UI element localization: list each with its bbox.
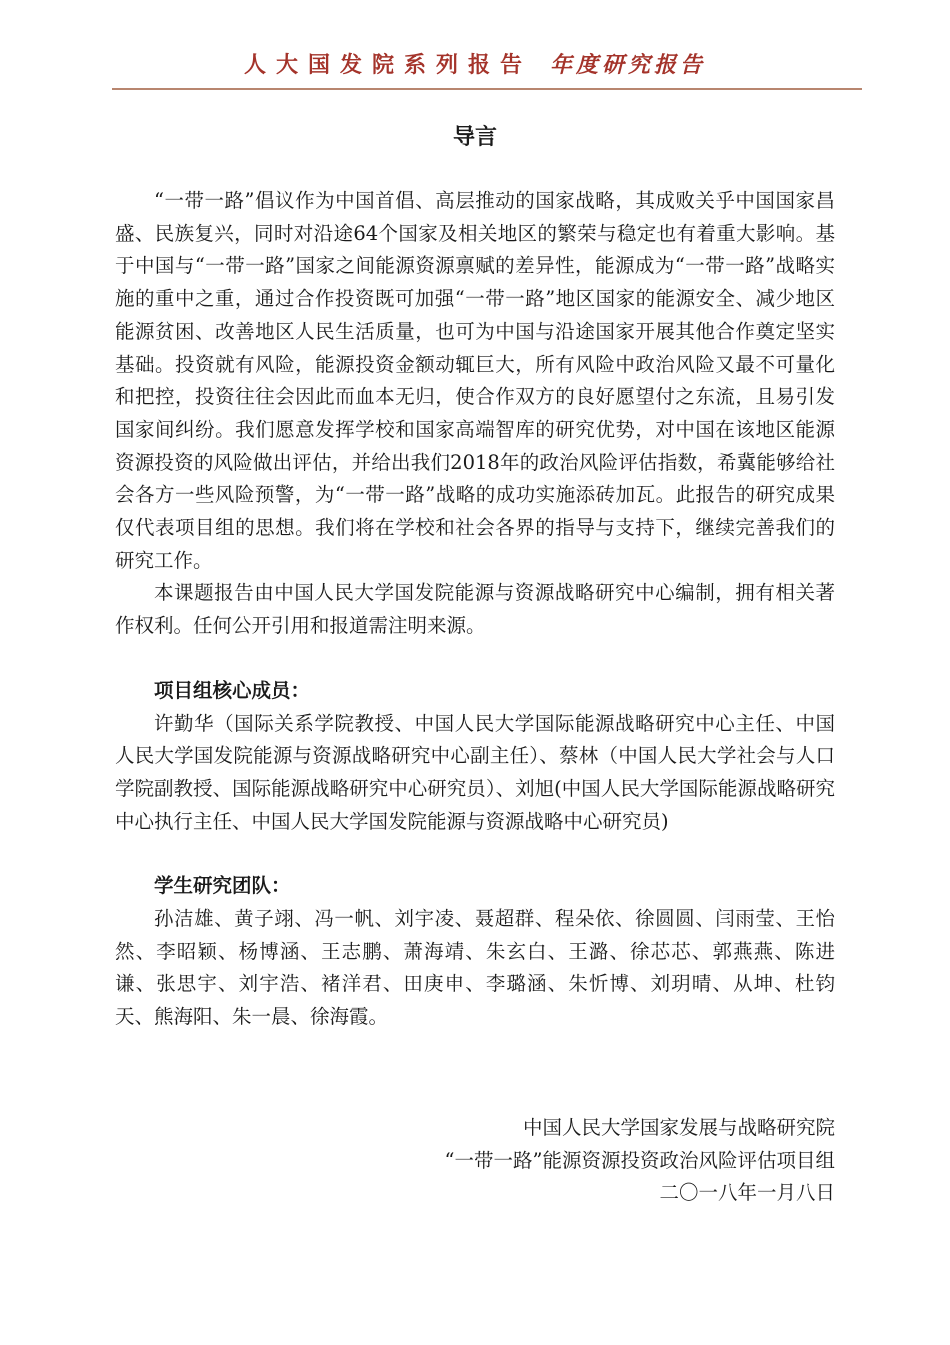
annual-report-label: 年度研究报告 bbox=[550, 53, 707, 78]
intro-paragraph-1: “一带一路”倡议作为中国首倡、高层推动的国家战略，其成败关乎中国国家昌盛、民族复兴，同时对沿途64个国家及相关地区的繁荣与稳定也有着重大影响。基于中国与“一带一路”国家之间能源资源禀赋的差异性，能源成为“一带一路”战略实施的重中之重，通过合作投资既可加强“一带一路”地区国家的能源安全、减少地区能源贫困、改善地区人民生活质量，也可为中国与沿途国家开展其他合作奠定坚实基础。投资就有风险，能源投资金额动辄巨大，所有风险中政治风险又最不可量化和把控，投资往往会因此而血本无归，使合作双方的良好愿望付之东流，且易引发国家间纠纷。我们愿意发挥学校和国家高端智库的研究优势，对中国在该地区能源资源投资的风险做出评估，并给出我们2018年的政治风险评估指数，希冀能够给社会各方一些风险预警，为“一带一路”战略的成功实施添砖加瓦。此报告的研究成果仅代表项目组的思想。我们将在学校和社会各界的指导与支持下，继续完善我们的研究工作。 bbox=[115, 189, 835, 572]
header-divider bbox=[112, 88, 862, 90]
signature-block bbox=[335, 1112, 835, 1210]
report-series-header bbox=[0, 48, 950, 79]
main-content bbox=[115, 185, 835, 1034]
signature-date: 二〇一八年一月八日 bbox=[659, 1181, 835, 1205]
student-team-heading: 学生研究团队： bbox=[154, 874, 291, 898]
signature-institute: 中国人民大学国家发展与战略研究院 bbox=[522, 1116, 835, 1139]
signature-group: “一带一路”能源资源投资政治风险评估项目组 bbox=[444, 1148, 835, 1172]
core-members-list: 许勤华（国际关系学院教授、中国人民大学国际能源战略研究中心主任、中国人民大学国发院能源与资源战略研究中心副主任）、蔡林（中国人民大学社会与人口学院副教授、国际能源战略研究中心研究员）、刘旭(中国人民大学国际能源战略研究中心执行主任、中国人民大学国发院能源与资源战略中心研究员) bbox=[115, 711, 835, 833]
student-team-list: 孙洁雄、黄子翊、冯一帆、刘宇凌、聂超群、程朵依、徐圆圆、闫雨莹、王怡然、李昭颖、杨博涵、王志鹏、萧海靖、朱玄白、王潞、徐芯芯、郭燕燕、陈进谦、张思宇、刘宇浩、褚洋君、田庚申、李璐涵、朱忻博、刘玥晴、从坤、杜钧天、熊海阳、朱一晨、徐海霞。 bbox=[115, 907, 835, 1029]
page-title: 导言 bbox=[452, 124, 497, 150]
intro-paragraph-2: 本课题报告由中国人民大学国发院能源与资源战略研究中心编制，拥有相关著作权利。任何公开引用和报道需注明来源。 bbox=[115, 581, 835, 638]
series-title: 人大国发院系列报告 bbox=[243, 53, 532, 78]
core-members-heading: 项目组核心成员： bbox=[154, 678, 311, 702]
